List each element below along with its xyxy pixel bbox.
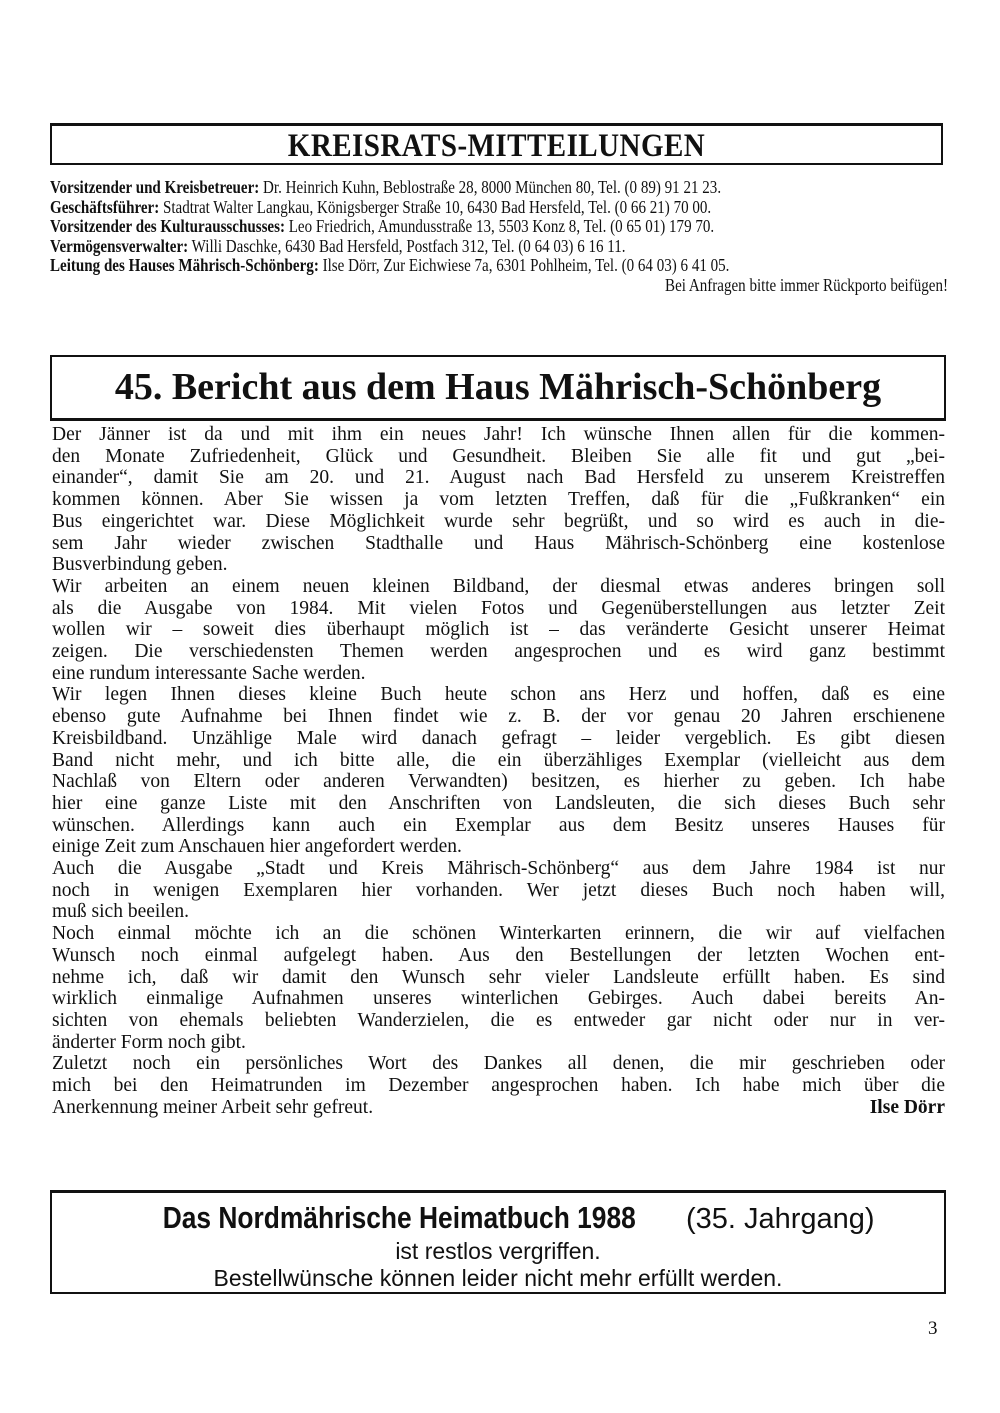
text-line [52, 771, 945, 793]
line-text: sem Jahr wieder zwischen Stadthalle und Haus Mährisch-Schönberg eine kostenlose [52, 532, 945, 554]
contact-details: Willi Daschke, 6430 Bad Hersfeld, Postfach 312, Tel. (0 64 03) 6 16 11. [188, 235, 626, 256]
text-line [52, 598, 945, 620]
contact-line [50, 198, 822, 218]
contact-details: Leo Friedrich, Amundusstraße 13, 5503 Konz 8, Tel. (0 65 01) 179 70. [284, 216, 715, 237]
text-line [52, 533, 945, 555]
text-line [52, 793, 945, 815]
line-text: Bus eingerichtet war. Diese Möglichkeit wurde sehr begrüßt, und so wird es auch in die- [52, 510, 945, 532]
contact-role: Vermögensverwalter: [50, 235, 189, 256]
line-text: Kreisbildband. Unzählige Male wird danach gefragt – leider vergeblich. Es gibt diesen [52, 727, 945, 749]
text-line [52, 923, 945, 945]
text-line [52, 619, 945, 641]
line-text: Auch die Ausgabe „Stadt und Kreis Mährisch-Schönberg“ aus dem Jahre 1984 ist nur [52, 858, 945, 880]
text-line [52, 815, 945, 837]
text-line [52, 880, 945, 902]
line-text: Wunsch noch einmal aufgelegt haben. Aus den Bestellungen der letzten Wochen ent- [52, 944, 945, 966]
line-text: Zuletzt noch ein persönliches Wort des Dankes all denen, die mir geschrieben oder [52, 1053, 945, 1075]
line-text: zeigen. Die verschiedensten Themen werden angesprochen und es wird ganz bestimmt [52, 641, 945, 663]
line-text: muß sich beeilen. [52, 901, 190, 923]
contact-details: Stadtrat Walter Langkau, Königsberger Straße 10, 6430 Bad Hersfeld, Tel. (0 66 21) 70 00. [159, 196, 712, 217]
contact-line [50, 217, 822, 237]
text-line [52, 446, 945, 468]
text-line [52, 1032, 945, 1054]
article-title: 45. Bericht aus dem Haus Mährisch-Schönberg [114, 366, 882, 408]
text-line [52, 684, 945, 706]
text-line [52, 554, 945, 576]
line-text: kommen können. Aber Sie wissen ja vom letzten Treffen, daß für die „Fußkranken“ ein [52, 489, 945, 511]
text-line [52, 988, 945, 1010]
line-text: einige Zeit zum Anschauen hier angefordert werden. [52, 836, 462, 858]
line-text: Busverbindung geben. [52, 554, 228, 576]
text-line [52, 750, 945, 772]
notice-box [50, 1190, 946, 1294]
text-line [52, 1053, 945, 1075]
text-line [52, 967, 945, 989]
author-signature: Ilse Dörr [869, 1096, 945, 1118]
text-line [52, 1010, 945, 1032]
line-text: einander“, damit Sie am 20. und 21. August nach Bad Hersfeld zu unserem Kreistreffen [52, 467, 945, 489]
contact-line [50, 256, 822, 276]
contact-line [50, 237, 822, 257]
notice-title: Das Nordmährische Heimatbuch 1988 [163, 1200, 637, 1235]
text-line [52, 836, 945, 858]
contact-line [50, 178, 822, 198]
text-line [52, 576, 945, 598]
text-line [52, 1097, 945, 1119]
line-text: wollen wir – soweit dies überhaupt möglich ist – das veränderte Gesicht unserer Heimat [52, 619, 945, 641]
line-text: als die Ausgabe von 1984. Mit vielen Fotos und Gegenüberstellungen aus letzter Zeit [52, 597, 945, 619]
article-title-box [50, 355, 946, 421]
contact-details: Dr. Heinrich Kuhn, Beblostraße 28, 8000 München 80, Tel. (0 89) 91 21 23. [259, 177, 722, 197]
line-text: noch in wenigen Exemplaren hier vorhanden. Wer jetzt dieses Buch noch haben will, [52, 879, 945, 901]
text-line [52, 641, 945, 663]
contact-list [50, 178, 948, 296]
text-line [52, 1075, 945, 1097]
line-text: hier eine ganze Liste mit den Anschriften von Landsleuten, die sich dieses Buch sehr [52, 792, 945, 814]
line-text: Band nicht mehr, und ich bitte alle, die ein überzähliges Exemplar (vielleicht aus dem [52, 749, 945, 771]
line-text: eine rundum interessante Sache werden. [52, 662, 366, 684]
line-text: den Monate Zufriedenheit, Glück und Gesundheit. Bleiben Sie alle fit und gut „bei- [52, 445, 945, 467]
contact-details: Ilse Dörr, Zur Eichwiese 7a, 6301 Pohlheim, Tel. (0 64 03) 6 41 05. [318, 255, 730, 276]
text-line [52, 706, 945, 728]
text-line [52, 901, 945, 923]
text-line [52, 663, 945, 685]
contact-role: Leitung des Hauses Mährisch-Schönberg: [50, 255, 319, 276]
contact-role: Vorsitzender und Kreisbetreuer: [50, 177, 260, 197]
contact-role: Vorsitzender des Kulturausschusses: [50, 216, 285, 237]
line-text: Wir arbeiten an einem neuen kleinen Bildband, der diesmal etwas anderes bringen soll [52, 575, 945, 597]
line-text: Noch einmal möchte ich an die schönen Winterkarten erinnern, die wir auf vielfachen [52, 923, 945, 945]
text-line [52, 424, 945, 446]
notice-line: ist restlos vergriffen. [395, 1238, 601, 1264]
line-text: Der Jänner ist da und mit ihm ein neues Jahr! Ich wünsche Ihnen allen für die kommen- [52, 424, 945, 445]
section-title: KREISRATS-MITTEILUNGEN [287, 128, 706, 164]
page-number: 3 [928, 1318, 938, 1339]
line-text: ebenso gute Aufnahme bei Ihnen findet wie z. B. der vor genau 20 Jahren erschienene [52, 706, 945, 728]
kreisrat-header-box [50, 123, 943, 165]
text-line [52, 489, 945, 511]
line-text: nehme ich, daß wir damit den Wunsch sehr vieler Landsleute erfüllt haben. Es sind [52, 966, 945, 988]
text-line [52, 728, 945, 750]
line-text: wirklich einmalige Aufnahmen unseres winterlichen Gebirges. Auch dabei bereits An- [52, 988, 945, 1010]
notice-volume: (35. Jahrgang) [677, 1203, 875, 1235]
text-line [52, 467, 945, 489]
contact-role: Geschäftsführer: [50, 196, 160, 217]
line-text: Nachlaß von Eltern oder anderen Verwandten) besitzen, es hierher zu geben. Ich habe [52, 771, 945, 793]
line-text: änderter Form noch gibt. [52, 1031, 246, 1053]
postage-note: Bei Anfragen bitte immer Rückporto beifügen! [665, 274, 948, 295]
text-line [52, 511, 945, 533]
text-line [52, 945, 945, 967]
line-text: Anerkennung meiner Arbeit sehr gefreut. [52, 1096, 374, 1118]
line-text: wünschen. Allerdings kann auch ein Exemplar aus dem Besitz unseres Hauses für [52, 814, 945, 836]
notice-line: Bestellwünsche können leider nicht mehr erfüllt werden. [213, 1265, 783, 1291]
line-text: mich bei den Heimatrunden im Dezember angesprochen haben. Ich habe mich über die [52, 1075, 945, 1097]
line-text: sichten von ehemals beliebten Wanderzielen, die es entweder gar nicht oder nur in ver- [52, 1009, 945, 1031]
text-line [52, 858, 945, 880]
article-body [52, 424, 945, 1119]
line-text: Wir legen Ihnen dieses kleine Buch heute schon ans Herz und hoffen, daß es eine [52, 684, 945, 706]
